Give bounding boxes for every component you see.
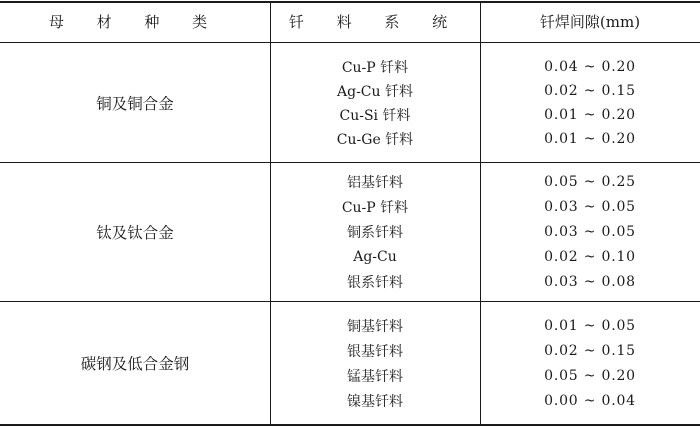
material-cell: 碳钢及低合金钢 (80, 355, 190, 373)
material-cell: 铜及铜合金 (96, 94, 174, 113)
system-cell: Cu-Ge 钎料 (336, 132, 414, 148)
system-cell: 铝基钎料 (347, 175, 403, 191)
system-cell: Cu-P 钎料 (341, 60, 409, 76)
gap-cell: 0.02 ~ 0.15 (544, 342, 636, 359)
gap-cell: 0.03 ~ 0.08 (544, 274, 636, 290)
system-cell: 镍基钎料 (347, 393, 403, 410)
gap-cell: 0.02 ~ 0.15 (544, 83, 636, 99)
system-cell: Ag-Cu (353, 249, 397, 265)
system-cell: 银系钎料 (347, 275, 403, 291)
gap-cell: 0.03 ~ 0.05 (544, 199, 636, 215)
table-bottom-rule (0, 424, 700, 426)
gap-cell: 0.01 ~ 0.05 (544, 317, 636, 334)
gap-cell: 0.04 ~ 0.20 (544, 59, 636, 75)
header-system: 钎 料 系 统 (288, 12, 462, 31)
gap-cell: 0.02 ~ 0.10 (544, 249, 636, 265)
gap-cell: 0.05 ~ 0.25 (544, 174, 636, 190)
gap-cell: 0.01 ~ 0.20 (544, 107, 636, 123)
material-cell: 钛及钛合金 (96, 224, 174, 242)
gap-cell: 0.01 ~ 0.20 (544, 131, 636, 147)
gap-cell: 0.03 ~ 0.05 (544, 224, 636, 240)
header-material: 母 材 种 类 (48, 12, 222, 31)
system-cell: 铜系钎料 (347, 225, 403, 241)
system-cell: 银基钎料 (347, 343, 403, 360)
system-cell: 锰基钎料 (347, 368, 403, 385)
system-cell: Cu-Si 钎料 (339, 108, 411, 124)
system-cell: Cu-P 钎料 (341, 200, 409, 216)
gap-cell: 0.05 ~ 0.20 (544, 367, 636, 384)
system-cell: 铜基钎料 (347, 318, 403, 335)
header-gap: 钎焊间隙(mm) (539, 12, 641, 31)
system-cell: Ag-Cu 钎料 (337, 84, 413, 100)
gap-cell: 0.00 ~ 0.04 (544, 392, 636, 409)
